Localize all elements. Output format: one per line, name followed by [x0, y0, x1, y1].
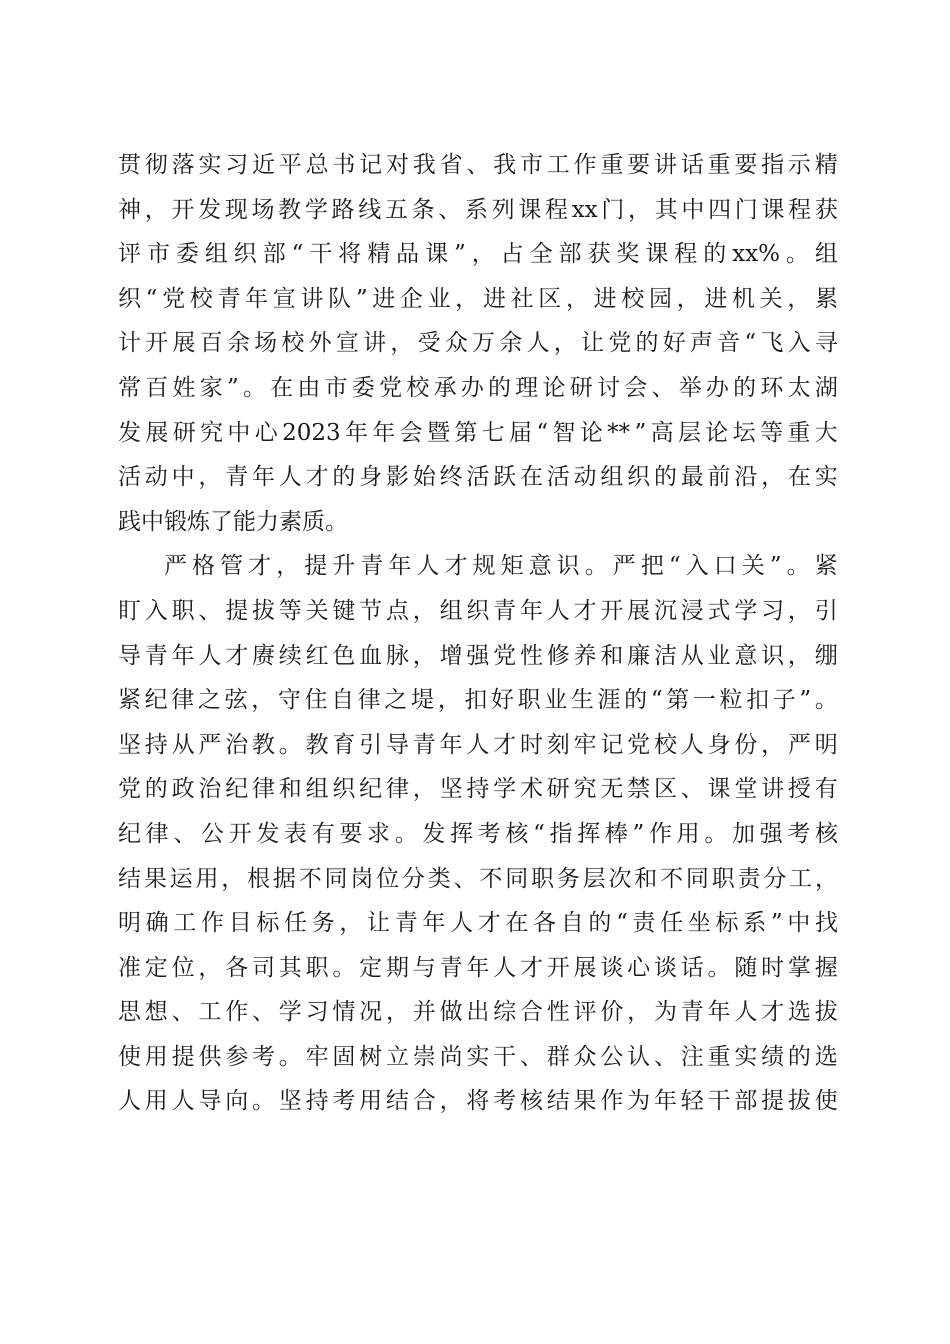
text-line: 贯 彻 落 实 习 近 平 总 书 记 对 我 省 、 我 市 工 作 重 要 讲 话 重 要 指 示 精	[118, 152, 838, 178]
text-line: 人 用 人 导 向 。 坚 持 考 用 结 合 ， 将 考 核 结 果 作 为 年 轻 干 部 提 拔 使	[118, 1088, 838, 1115]
text-line: 坚 持 从 严 治 教 。 教 育 引 导 青 年 人 才 时 刻 牢 记 党 校 人 身 份 ， 严 明	[118, 731, 838, 758]
text-line: 纪 律 、 公 开 发 表 有 要 求 。 发 挥 考 核 “ 指 挥 棒 ” 作 用 。 加 强 考 核	[118, 820, 838, 847]
text-line: 紧 纪 律 之 弦 ， 守 住 自 律 之 堤 ， 扣 好 职 业 生 涯 的 “ 第 一 粒 扣 子 ” 。	[118, 687, 838, 714]
text-line: 神 ， 开 发 现 场 教 学 路 线 五 条 、 系 列 课 程 xx 门 ， 其 中 四 门 课 程 获	[118, 196, 838, 223]
text-line: 发 展 研 究 中 心 2023 年 年 会 暨 第 七 届 “ 智 论 ** ” 高 层 论 坛 等 重 大	[118, 419, 838, 446]
text-line: 明 确 工 作 目 标 任 务 ， 让 青 年 人 才 在 各 自 的 “ 责 任 坐 标 系 ” 中 找	[118, 910, 838, 937]
paragraph-2	[118, 544, 838, 1124]
body-text	[118, 143, 838, 1124]
text-line: 使 用 提 供 参 考 。 牢 固 树 立 崇 尚 实 干 、 群 众 公 认 、 注 重 实 绩 的 选	[118, 1043, 838, 1070]
text-line: 导 青 年 人 才 赓 续 红 色 血 脉 ， 增 强 党 性 修 养 和 廉 洁 从 业 意 识 ， 绷	[118, 642, 838, 669]
text-line: 盯 入 职 、 提 拔 等 关 键 节 点 ， 组 织 青 年 人 才 开 展 沉 浸 式 学 习 ， 引	[118, 597, 838, 624]
text-line: 评 市 委 组 织 部 “ 干 将 精 品 课 ” ， 占 全 部 获 奖 课 程 的 xx% 。 组	[118, 241, 838, 268]
text-line: 思 想 、 工 作 、 学 习 情 况 ， 并 做 出 综 合 性 评 价 ， 为 青 年 人 才 选 拔	[118, 999, 838, 1026]
paragraph-1	[118, 143, 838, 544]
text-line: 计 开 展 百 余 场 校 外 宣 讲 ， 受 众 万 余 人 ， 让 党 的 好 声 音 “ 飞 入 寻	[118, 330, 838, 357]
text-line: 织 “ 党 校 青 年 宣 讲 队 ” 进 企 业 ， 进 社 区 ， 进 校 园 ， 进 机 关 ， 累	[118, 285, 838, 312]
text-line: 活 动 中 ， 青 年 人 才 的 身 影 始 终 活 跃 在 活 动 组 织 的 最 前 沿 ， 在 实	[118, 464, 838, 491]
text-line: 严 格 管 才 ， 提 升 青 年 人 才 规 矩 意 识 。 严 把 “ 入 口 关 ” 。 紧	[164, 553, 838, 580]
text-line: 准 定 位 ， 各 司 其 职 。 定 期 与 青 年 人 才 开 展 谈 心 谈 话 。 随 时 掌 握	[118, 954, 838, 981]
text-line: 践中锻炼了能力素质。	[118, 508, 348, 535]
text-line: 常 百 姓 家 ” 。 在 由 市 委 党 校 承 办 的 理 论 研 讨 会 、 举 办 的 环 太 湖	[118, 374, 838, 401]
text-line: 结 果 运 用 ， 根 据 不 同 岗 位 分 类 、 不 同 职 务 层 次 和 不 同 职 责 分 工 ，	[118, 865, 838, 892]
text-line: 党 的 政 治 纪 律 和 组 织 纪 律 ， 坚 持 学 术 研 究 无 禁 区 、 课 堂 讲 授 有	[118, 776, 838, 803]
